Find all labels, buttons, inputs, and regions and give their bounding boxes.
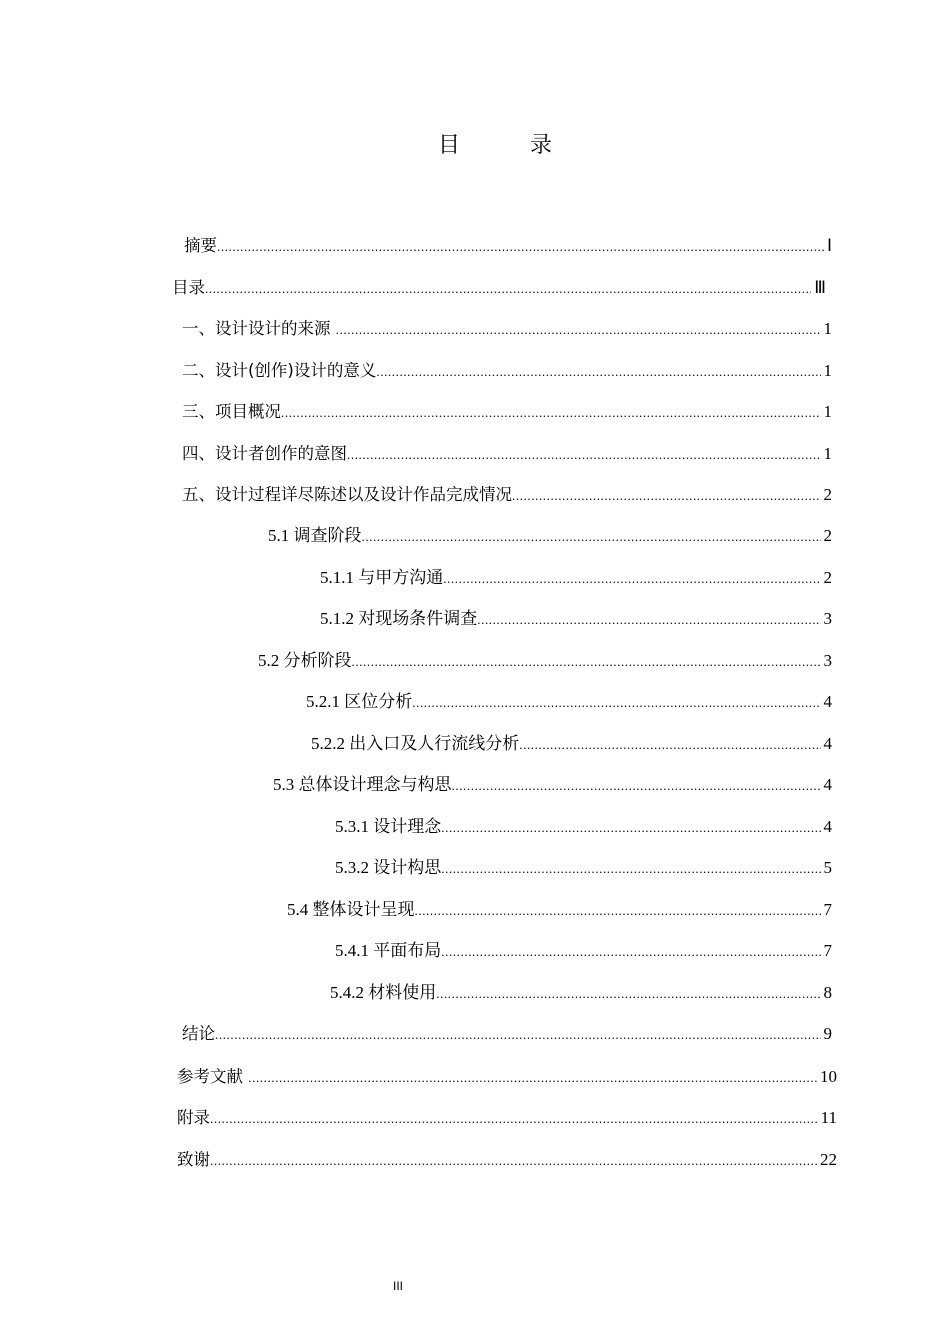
toc-entry-5-1-1[interactable] — [320, 566, 832, 590]
toc-entry-conclusion[interactable] — [182, 1022, 832, 1046]
toc-entry-section-4[interactable] — [182, 442, 832, 466]
toc-entry-label: 致谢 — [177, 1150, 210, 1169]
toc-entry-page: 7 — [823, 900, 832, 919]
toc-leader-dots — [452, 774, 821, 798]
toc-leader-dots — [441, 940, 820, 964]
toc-entry-page: 11 — [820, 1108, 837, 1127]
toc-entry-page: 22 — [820, 1150, 837, 1169]
toc-leader-dots — [415, 899, 821, 923]
toc-entry-page: 1 — [823, 444, 832, 463]
toc-entry-label: 摘要 — [184, 236, 217, 255]
toc-entry-label: 三、项目概况 — [182, 402, 281, 421]
toc-leader-dots — [248, 1066, 817, 1090]
toc-entry-label: 5.4 整体设计呈现 — [287, 900, 415, 919]
toc-entry-page: Ⅰ — [826, 236, 832, 255]
toc-entry-5-1-2[interactable] — [320, 607, 832, 631]
toc-leader-dots — [210, 1149, 817, 1173]
toc-leader-dots — [205, 277, 811, 301]
toc-entry-label: 5.1.1 与甲方沟通 — [320, 568, 444, 587]
toc-entry-label: 附录 — [177, 1108, 210, 1127]
toc-entry-label: 5.1 调查阶段 — [268, 526, 362, 545]
toc-entry-page: 1 — [823, 319, 832, 338]
toc-leader-dots — [217, 235, 824, 259]
toc-entry-label: 5.4.2 材料使用 — [330, 983, 437, 1002]
toc-entry-page: 5 — [823, 858, 832, 877]
toc-entry-5-3[interactable] — [273, 773, 832, 797]
toc-leader-dots — [362, 525, 821, 549]
toc-entry-page: 3 — [823, 651, 832, 670]
toc-entry-acknowledgements[interactable] — [177, 1148, 837, 1172]
toc-leader-dots — [352, 650, 821, 674]
toc-entry-5-2-1[interactable] — [306, 690, 832, 714]
toc-entry-5-4-1[interactable] — [335, 939, 832, 963]
toc-entry-label: 5.4.1 平面布局 — [335, 941, 442, 960]
toc-leader-dots — [210, 1107, 818, 1131]
toc-entry-page: 1 — [823, 361, 832, 380]
toc-entry-page: Ⅲ — [814, 278, 826, 297]
toc-entry-5-3-1[interactable] — [335, 815, 832, 839]
toc-entry-section-1[interactable] — [182, 317, 832, 341]
toc-entry-abstract[interactable] — [184, 234, 832, 258]
toc-entry-label: 结论 — [182, 1024, 215, 1043]
toc-leader-dots — [443, 567, 820, 591]
toc-entry-5-4-2[interactable] — [330, 981, 832, 1005]
toc-entry-label: 5.2 分析阶段 — [258, 651, 352, 670]
toc-entry-section-3[interactable] — [182, 400, 832, 424]
toc-entry-page: 1 — [823, 402, 832, 421]
toc-entry-page: 4 — [823, 692, 832, 711]
toc-entry-label: 5.2.1 区位分析 — [306, 692, 413, 711]
toc-entry-label: 一、设计设计的来源 — [182, 319, 336, 338]
toc-entry-5-3-2[interactable] — [335, 856, 832, 880]
toc-entry-label: 五、设计过程详尽陈述以及设计作品完成情况 — [182, 485, 512, 504]
toc-entry-section-2[interactable] — [182, 359, 832, 383]
toc-entry-5-4[interactable] — [287, 898, 832, 922]
toc-entry-references[interactable] — [177, 1065, 837, 1089]
toc-entry-section-5[interactable] — [182, 483, 832, 507]
toc-entry-page: 4 — [823, 734, 832, 753]
toc-entry-page: 7 — [823, 941, 832, 960]
toc-leader-dots — [477, 608, 820, 632]
toc-leader-dots — [512, 484, 821, 508]
toc-leader-dots — [336, 318, 821, 342]
toc-entry-page: 4 — [823, 817, 832, 836]
toc-entry-label: 参考文献 — [177, 1067, 249, 1086]
toc-entry-label: 二、设计(创作)设计的意义 — [182, 361, 377, 380]
page-title: 目 录 — [437, 133, 576, 158]
toc-entry-label: 5.3 总体设计理念与构思 — [273, 775, 452, 794]
footer-page-number: III — [392, 1279, 403, 1293]
toc-entry-label: 四、设计者创作的意图 — [182, 444, 347, 463]
toc-leader-dots — [347, 443, 821, 467]
toc-entry-5-1[interactable] — [268, 524, 832, 548]
toc-leader-dots — [376, 360, 820, 384]
toc-entry-label: 5.2.2 出入口及人行流线分析 — [311, 734, 520, 753]
toc-entry-page: 2 — [823, 568, 832, 587]
toc-entry-label: 目录 — [172, 278, 205, 297]
toc-entry-label: 5.3.2 设计构思 — [335, 858, 442, 877]
toc-entry-page: 8 — [823, 983, 832, 1002]
toc-leader-dots — [412, 691, 820, 715]
toc-entry-5-2[interactable] — [258, 649, 832, 673]
toc-entry-label: 5.3.1 设计理念 — [335, 817, 442, 836]
toc-entry-page: 4 — [823, 775, 832, 794]
toc-leader-dots — [441, 857, 820, 881]
toc-entry-5-2-2[interactable] — [311, 732, 832, 756]
toc-entry-label: 5.1.2 对现场条件调查 — [320, 609, 478, 628]
toc-leader-dots — [519, 733, 820, 757]
toc-leader-dots — [436, 982, 820, 1006]
toc-leader-dots — [441, 816, 820, 840]
toc-entry-page: 9 — [823, 1024, 832, 1043]
toc-entry-page: 10 — [820, 1067, 837, 1086]
toc-entry-appendix[interactable] — [177, 1106, 837, 1130]
toc-leader-dots — [281, 401, 821, 425]
toc-entry-page: 2 — [823, 485, 832, 504]
toc-entry-page: 2 — [823, 526, 832, 545]
toc-entry-contents[interactable] — [172, 276, 826, 300]
toc-leader-dots — [215, 1023, 821, 1047]
toc-entry-page: 3 — [823, 609, 832, 628]
